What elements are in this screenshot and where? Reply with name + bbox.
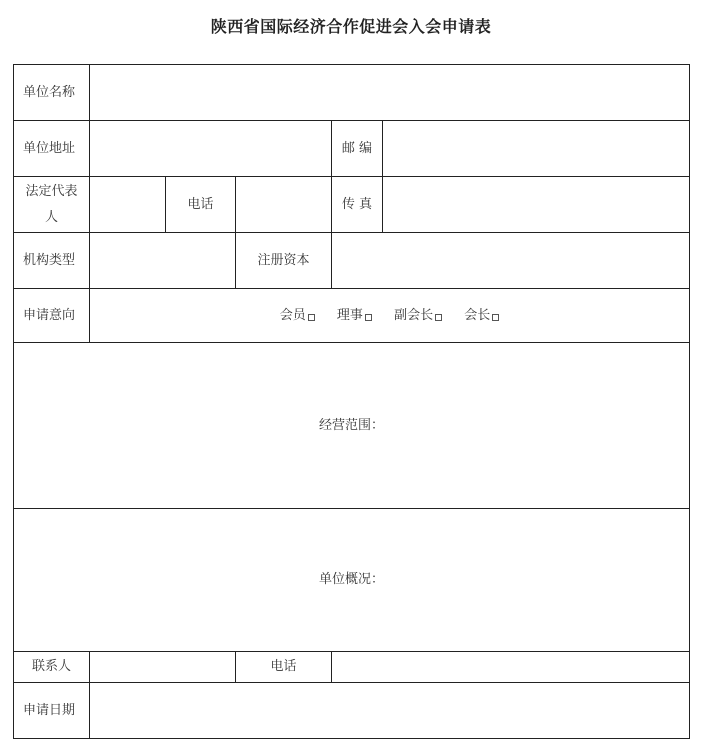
row-unit-address xyxy=(14,121,690,177)
row-contact xyxy=(14,652,690,683)
registered-capital-field[interactable] xyxy=(332,233,690,289)
row-org-type xyxy=(14,233,690,289)
legal-rep-text: 法定代表人 xyxy=(25,183,78,225)
row-legal-rep xyxy=(14,177,690,233)
intent-options xyxy=(90,289,690,343)
intent-option-vice-president[interactable] xyxy=(394,303,442,329)
legal-rep-field[interactable] xyxy=(90,177,166,233)
intent-option-vice-president-label: 副会长 xyxy=(394,307,434,323)
fax-field[interactable] xyxy=(383,177,690,233)
intent-option-president-label: 会长 xyxy=(464,307,491,323)
form-title: 陕西省国际经济合作促进会入会申请表 xyxy=(210,17,492,36)
checkbox-icon xyxy=(435,314,442,321)
unit-name-label: 单位名称 xyxy=(14,65,90,121)
org-type-field[interactable] xyxy=(90,233,236,289)
row-apply-date xyxy=(14,683,690,739)
postcode-field[interactable] xyxy=(383,121,690,177)
unit-address-field[interactable] xyxy=(90,121,332,177)
checkbox-icon xyxy=(365,314,372,321)
application-form-table xyxy=(13,64,690,739)
registered-capital-label: 注册资本 xyxy=(236,233,332,289)
apply-date-label: 申请日期 xyxy=(14,683,90,739)
unit-overview-label: 单位概况： xyxy=(318,572,384,587)
intent-option-member-label: 会员 xyxy=(279,307,306,323)
row-business-scope xyxy=(14,343,690,509)
intent-option-member[interactable] xyxy=(280,303,315,329)
fax-label: 传 真 xyxy=(332,177,383,233)
phone-label: 电话 xyxy=(166,177,236,233)
row-intent xyxy=(14,289,690,343)
row-unit-overview xyxy=(14,509,690,652)
unit-name-field[interactable] xyxy=(90,65,690,121)
intent-option-president[interactable] xyxy=(464,303,499,329)
intent-label: 申请意向 xyxy=(14,289,90,343)
checkbox-icon xyxy=(492,314,499,321)
contact-field[interactable] xyxy=(90,652,236,683)
intent-option-director-label: 理事 xyxy=(336,307,363,323)
unit-address-label: 单位地址 xyxy=(14,121,90,177)
apply-date-field[interactable] xyxy=(90,683,690,739)
contact-label: 联系人 xyxy=(14,652,90,683)
intent-option-director[interactable] xyxy=(337,303,372,329)
checkbox-icon xyxy=(308,314,315,321)
business-scope-area[interactable] xyxy=(14,343,690,509)
phone-field[interactable] xyxy=(236,177,332,233)
legal-rep-label xyxy=(14,177,90,233)
phone2-label: 电话 xyxy=(236,652,332,683)
row-unit-name xyxy=(14,65,690,121)
org-type-label: 机构类型 xyxy=(14,233,90,289)
unit-overview-area[interactable] xyxy=(14,509,690,652)
postcode-label: 邮 编 xyxy=(332,121,383,177)
business-scope-label: 经营范围： xyxy=(318,417,384,433)
phone2-field[interactable] xyxy=(332,652,690,683)
